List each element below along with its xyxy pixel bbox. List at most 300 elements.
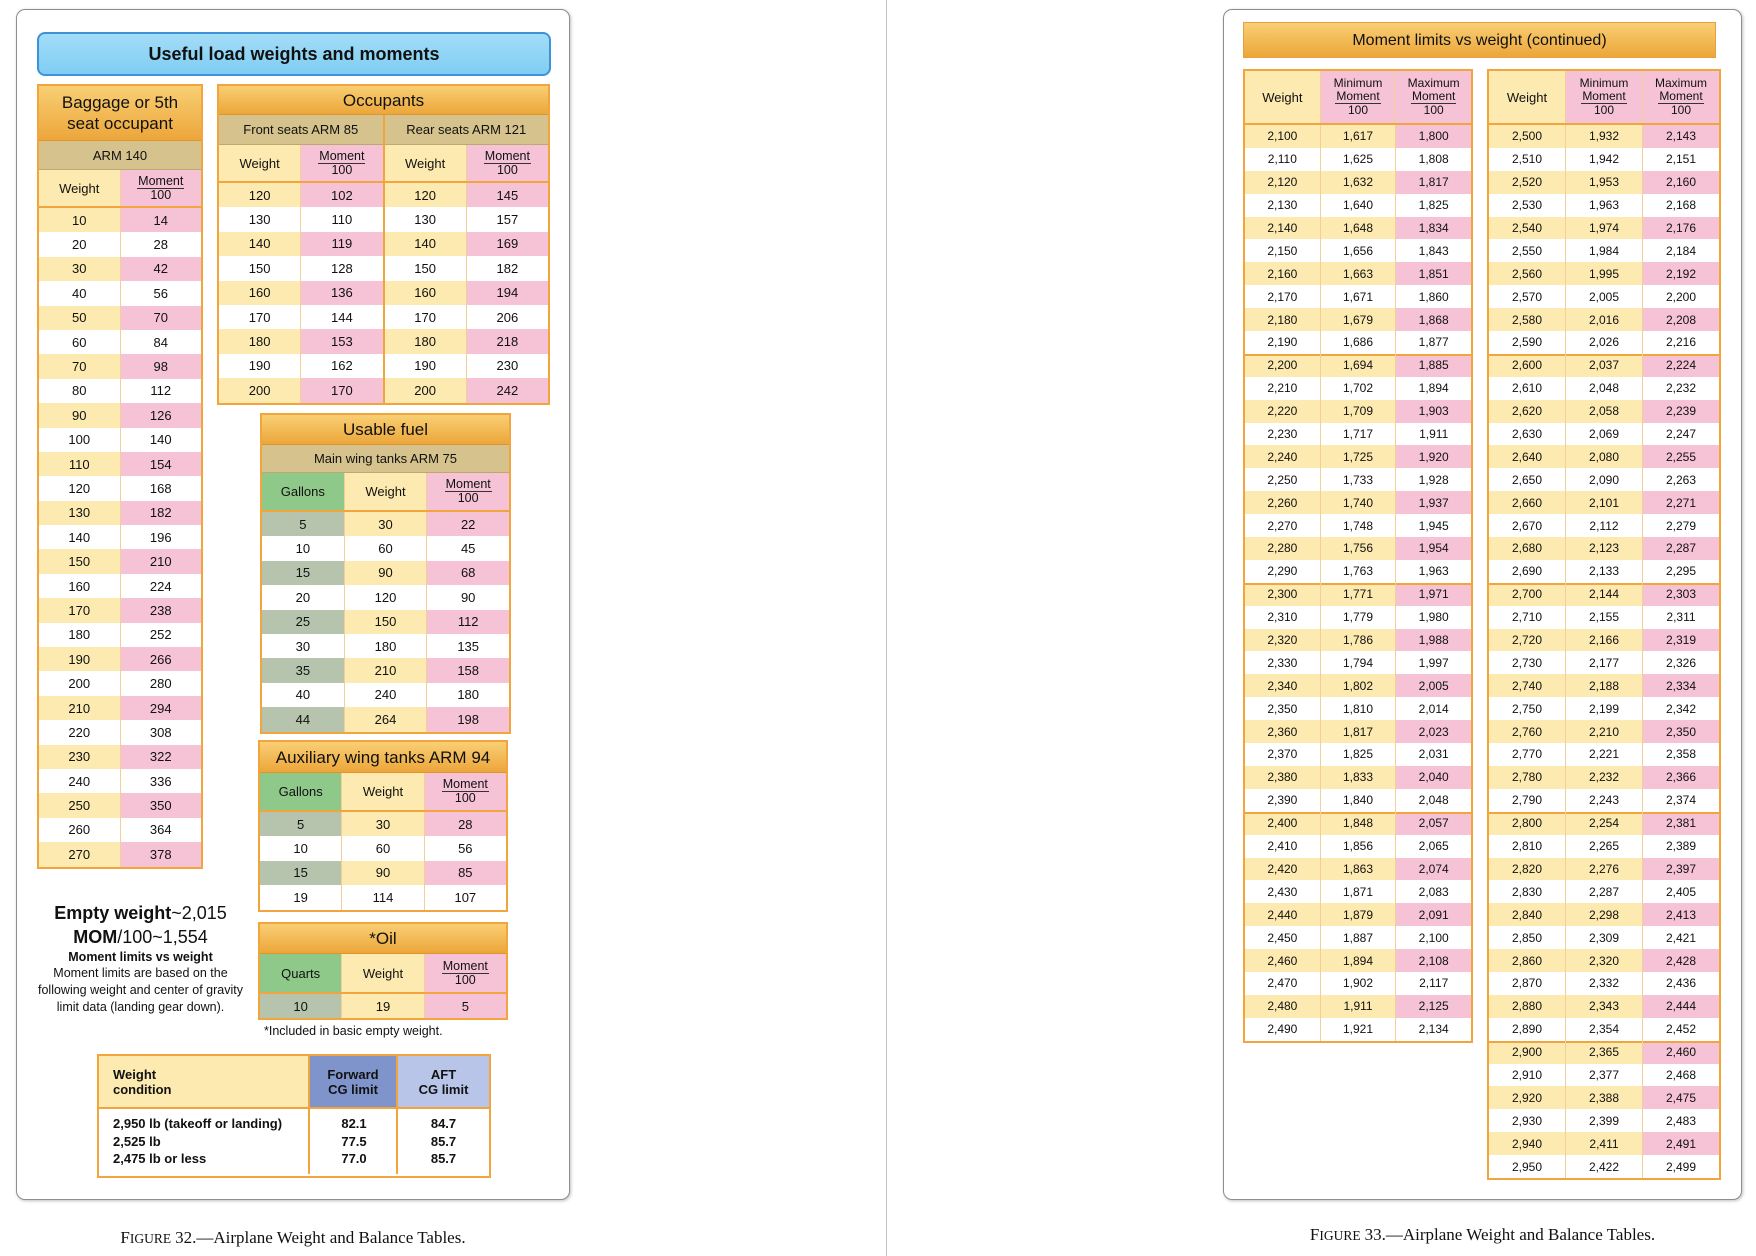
maximum-moment-cell: 2,143 xyxy=(1642,125,1719,148)
weight-cell: 100 xyxy=(68,432,91,448)
table-row xyxy=(1245,537,1471,560)
maximum-moment-cell: 2,389 xyxy=(1642,835,1719,858)
moment-cell: 45 xyxy=(426,536,509,560)
oil-footnote: *Included in basic empty weight. xyxy=(264,1024,443,1038)
moment-fraction xyxy=(137,175,184,202)
moment-limits-table-left xyxy=(1243,69,1473,1043)
minimum-moment-cell: 1,725 xyxy=(1320,445,1396,468)
minimum-moment-cell: 1,802 xyxy=(1320,674,1396,697)
table-row xyxy=(262,634,509,658)
moment-numerator: Moment xyxy=(442,777,488,791)
gallons-cell: 35 xyxy=(262,658,344,682)
table-row xyxy=(39,501,201,525)
maximum-moment-cell: 2,208 xyxy=(1642,308,1719,331)
minimum-moment-cell: 2,123 xyxy=(1565,537,1642,560)
weight-cell: 2,150 xyxy=(1267,243,1298,258)
minimum-moment-cell: 2,332 xyxy=(1565,972,1642,995)
weight-cell: 2,480 xyxy=(1245,995,1320,1018)
table-row xyxy=(1245,812,1471,835)
minimum-moment-cell: 1,656 xyxy=(1320,239,1396,262)
moment-cell: 194 xyxy=(466,281,548,305)
table-row xyxy=(1489,972,1719,995)
usable-fuel-header-row xyxy=(262,473,509,512)
weight-cell: 140 xyxy=(68,529,91,545)
weight-cell: 2,410 xyxy=(1267,839,1298,854)
moment-fraction xyxy=(1334,77,1383,117)
maximum-moment-cell: 1,988 xyxy=(1395,629,1471,652)
weight-cell: 260 xyxy=(68,822,91,838)
weight-cell: 2,520 xyxy=(1489,171,1565,194)
minimum-moment-cell: 1,702 xyxy=(1320,377,1396,400)
table-row xyxy=(1489,835,1719,858)
maximum-moment-cell: 2,065 xyxy=(1395,835,1471,858)
weight-cell: 90 xyxy=(341,861,423,885)
table-row xyxy=(1489,812,1719,835)
forward-cg-limit-header xyxy=(310,1056,398,1107)
minimum-label: Minimum xyxy=(1579,76,1629,90)
moment-header xyxy=(424,954,506,992)
minimum-moment-cell: 2,309 xyxy=(1565,926,1642,949)
table-row xyxy=(1245,194,1471,217)
minimum-moment-cell: 1,942 xyxy=(1565,148,1642,171)
header-line: Forward xyxy=(327,1066,379,1082)
table-row xyxy=(1489,354,1719,377)
table-row xyxy=(1489,537,1719,560)
moment-fraction xyxy=(442,960,489,987)
moment-limits-table-right xyxy=(1487,69,1721,1180)
header-line: Weight xyxy=(113,1066,157,1082)
moment-numerator: Moment xyxy=(1659,89,1703,103)
weight-cell: 140 xyxy=(385,232,466,256)
minimum-moment-cell: 2,210 xyxy=(1565,720,1642,743)
weight-header xyxy=(219,145,300,181)
gallons-cell: 10 xyxy=(293,841,308,857)
table-row xyxy=(262,561,509,585)
table-row xyxy=(219,281,383,305)
weight-cell: 210 xyxy=(344,658,427,682)
moment-numerator: Moment xyxy=(1582,89,1626,103)
moment-cell: 238 xyxy=(120,598,202,622)
weight-cell: 2,680 xyxy=(1489,537,1565,560)
caption-label: FIGURE xyxy=(120,1228,172,1247)
table-row xyxy=(262,512,509,536)
maximum-moment-cell: 2,436 xyxy=(1642,972,1719,995)
minimum-moment-cell: 1,771 xyxy=(1320,583,1396,606)
moment-denominator: 100 xyxy=(496,162,518,177)
minimum-moment-cell: 1,887 xyxy=(1320,926,1396,949)
weight-cell: 2,630 xyxy=(1511,427,1543,442)
header-line: CG limit xyxy=(418,1081,469,1097)
table-row xyxy=(1489,995,1719,1018)
weight-cell: 2,240 xyxy=(1245,445,1320,468)
auxiliary-tanks-title xyxy=(260,742,506,773)
minimum-moment-cell: 2,177 xyxy=(1565,651,1642,674)
auxiliary-tanks-table xyxy=(258,740,508,912)
table-row xyxy=(39,842,201,866)
moment-cell: 364 xyxy=(120,818,202,842)
moment-cell: 144 xyxy=(300,305,382,329)
moment-cell: 224 xyxy=(120,574,202,598)
cg-limits-body xyxy=(99,1109,489,1174)
maximum-moment-cell: 2,342 xyxy=(1642,697,1719,720)
minimum-moment-cell: 2,411 xyxy=(1565,1132,1642,1155)
minimum-moment-cell: 2,388 xyxy=(1565,1086,1642,1109)
weight-cell: 2,610 xyxy=(1511,381,1543,396)
main-wing-tanks-label-text: Main wing tanks ARM 75 xyxy=(313,451,458,466)
minimum-moment-cell: 1,748 xyxy=(1320,514,1396,537)
weight-cell: 2,210 xyxy=(1267,381,1298,396)
table-row xyxy=(39,818,201,842)
moment-cell: 135 xyxy=(426,634,509,658)
table-row xyxy=(260,861,506,885)
weight-cell: 2,230 xyxy=(1267,427,1298,442)
weight-header xyxy=(344,473,427,510)
minimum-moment-cell: 1,995 xyxy=(1565,262,1642,285)
maximum-moment-cell: 2,200 xyxy=(1642,285,1719,308)
weight-header-text: Weight xyxy=(239,155,280,171)
table-row xyxy=(1245,629,1471,652)
moment-cell: 84 xyxy=(120,330,202,354)
minimum-moment-cell: 1,856 xyxy=(1320,835,1396,858)
maximum-moment-cell: 2,295 xyxy=(1642,560,1719,583)
weight-cell: 2,600 xyxy=(1489,354,1565,377)
aft-cg-limit-header xyxy=(398,1056,489,1107)
table-row xyxy=(1489,262,1719,285)
moment-cell: 112 xyxy=(426,610,509,634)
minimum-moment-cell: 2,155 xyxy=(1565,606,1642,629)
table-row xyxy=(1489,903,1719,926)
weight-cell: 170 xyxy=(414,309,436,325)
table-row xyxy=(262,707,509,731)
usable-fuel-rows xyxy=(262,512,509,732)
gallons-cell: 19 xyxy=(293,889,308,905)
weight-cell: 2,440 xyxy=(1245,903,1320,926)
table-row xyxy=(1489,1155,1719,1178)
table-row xyxy=(39,257,201,281)
minimum-moment-cell: 1,833 xyxy=(1320,766,1396,789)
weight-cell: 2,320 xyxy=(1245,629,1320,652)
table-row xyxy=(1489,445,1719,468)
moment-limits-rows-right xyxy=(1489,125,1719,1178)
moment-fraction xyxy=(1408,77,1460,117)
maximum-moment-cell: 2,108 xyxy=(1395,949,1471,972)
weight-header xyxy=(39,170,120,206)
baggage-header-row xyxy=(39,170,201,208)
weight-cell: 2,710 xyxy=(1511,610,1543,625)
moment-cell: 70 xyxy=(120,306,202,330)
column-divider xyxy=(308,1109,310,1174)
table-row xyxy=(219,207,383,231)
oil-title xyxy=(260,924,506,954)
weight-cell: 2,200 xyxy=(1245,354,1320,377)
weight-header-text: Weight xyxy=(365,484,406,499)
weight-cell: 2,790 xyxy=(1511,793,1543,808)
table-row xyxy=(99,1115,489,1132)
maximum-moment-cell: 2,491 xyxy=(1642,1132,1719,1155)
weight-cell: 2,360 xyxy=(1245,720,1320,743)
maximum-moment-cell: 2,397 xyxy=(1642,858,1719,881)
moment-cell: 112 xyxy=(120,379,202,403)
table-row xyxy=(260,885,506,909)
maximum-moment-cell: 2,279 xyxy=(1642,514,1719,537)
table-row xyxy=(1489,651,1719,674)
minimum-moment-cell: 1,863 xyxy=(1320,858,1396,881)
minimum-moment-cell: 2,399 xyxy=(1565,1109,1642,1132)
weight-cell: 60 xyxy=(72,334,87,350)
maximum-moment-cell: 2,460 xyxy=(1642,1041,1719,1064)
weight-header xyxy=(385,145,466,181)
maximum-moment-cell: 2,216 xyxy=(1642,331,1719,354)
table-row xyxy=(1489,1018,1719,1041)
minimum-moment-cell: 1,648 xyxy=(1320,217,1396,240)
rear-seats-header-row xyxy=(385,145,549,183)
weight-cell: 2,290 xyxy=(1267,564,1298,579)
weight-cell: 2,580 xyxy=(1489,308,1565,331)
useful-load-title-text: Useful load weights and moments xyxy=(148,43,440,64)
table-row xyxy=(1489,514,1719,537)
maximum-moment-cell: 2,151 xyxy=(1642,148,1719,171)
weight-cell: 2,780 xyxy=(1489,766,1565,789)
table-row xyxy=(1489,697,1719,720)
gallons-header xyxy=(260,773,341,810)
table-row xyxy=(385,305,549,329)
gallons-header xyxy=(262,473,344,510)
table-row xyxy=(39,793,201,817)
weight-cell: 170 xyxy=(248,309,271,325)
minimum-moment-cell: 1,733 xyxy=(1320,468,1396,491)
weight-condition-cell: 2,525 lb xyxy=(113,1133,161,1149)
minimum-moment-cell: 2,320 xyxy=(1565,949,1642,972)
weight-cell: 2,340 xyxy=(1245,674,1320,697)
baggage-table xyxy=(37,84,203,869)
weight-cell: 2,540 xyxy=(1489,217,1565,240)
moment-header xyxy=(120,170,202,206)
aft-cg-limit-cell: 84.7 xyxy=(430,1116,457,1132)
table-row xyxy=(1245,606,1471,629)
table-row xyxy=(39,476,201,500)
moment-cell: 170 xyxy=(300,378,382,402)
moment-cell: 68 xyxy=(426,561,509,585)
usable-fuel-title-text: Usable fuel xyxy=(342,420,429,439)
cg-limits-header xyxy=(99,1056,489,1109)
weight-cell: 2,590 xyxy=(1511,335,1543,350)
maximum-moment-cell: 2,074 xyxy=(1395,858,1471,881)
moment-denominator: 100 xyxy=(1670,103,1691,117)
table-row xyxy=(262,536,509,560)
weight-cell: 2,390 xyxy=(1267,793,1298,808)
table-row xyxy=(1489,949,1719,972)
front-seats-label-text: Front seats ARM 85 xyxy=(243,122,359,137)
maximum-moment-cell: 2,319 xyxy=(1642,629,1719,652)
moment-denominator: 100 xyxy=(1423,103,1444,117)
moment-numerator: Moment xyxy=(445,477,491,491)
table-row xyxy=(1245,262,1471,285)
table-row xyxy=(1489,491,1719,514)
table-row xyxy=(1489,606,1719,629)
table-row xyxy=(1489,789,1719,812)
weight-cell: 2,720 xyxy=(1489,629,1565,652)
weight-cell: 160 xyxy=(385,281,466,305)
table-row xyxy=(1245,858,1471,881)
maximum-moment-cell: 2,232 xyxy=(1642,377,1719,400)
minimum-moment-cell: 2,365 xyxy=(1565,1041,1642,1064)
table-row xyxy=(1245,789,1471,812)
weight-cell: 130 xyxy=(39,501,120,525)
weight-cell: 2,110 xyxy=(1267,152,1297,167)
maximum-moment-cell: 1,894 xyxy=(1395,377,1471,400)
moment-cell: 28 xyxy=(120,232,202,256)
moment-cell: 196 xyxy=(120,525,202,549)
weight-cell: 2,640 xyxy=(1489,445,1565,468)
weight-cell: 230 xyxy=(39,745,120,769)
weight-cell: 2,310 xyxy=(1267,610,1298,625)
table-row xyxy=(1489,423,1719,446)
minimum-moment-cell: 1,779 xyxy=(1320,606,1396,629)
gallons-cell: 40 xyxy=(295,687,311,703)
maximum-moment-cell: 1,963 xyxy=(1395,560,1471,583)
maximum-moment-cell: 2,117 xyxy=(1395,972,1471,995)
maximum-moment-cell: 1,825 xyxy=(1395,194,1471,217)
weight-cell: 2,860 xyxy=(1489,949,1565,972)
moment-cell: 136 xyxy=(300,281,382,305)
weight-cell: 130 xyxy=(414,212,436,228)
table-row xyxy=(1245,697,1471,720)
minimum-moment-cell: 1,810 xyxy=(1320,697,1396,720)
front-seats-label xyxy=(219,115,383,145)
minimum-moment-cell: 2,343 xyxy=(1565,995,1642,1018)
maximum-moment-cell: 2,374 xyxy=(1642,789,1719,812)
maximum-moment-cell: 2,192 xyxy=(1642,262,1719,285)
weight-cell: 200 xyxy=(385,378,466,402)
weight-cell: 140 xyxy=(219,232,300,256)
weight-cell: 2,660 xyxy=(1489,491,1565,514)
weight-cell: 2,300 xyxy=(1245,583,1320,606)
maximum-moment-cell: 2,326 xyxy=(1642,651,1719,674)
weight-cell: 2,800 xyxy=(1489,812,1565,835)
moment-cell: 126 xyxy=(120,403,202,427)
weight-cell: 2,400 xyxy=(1245,812,1320,835)
table-row xyxy=(1245,949,1471,972)
minimum-moment-cell: 1,640 xyxy=(1320,194,1396,217)
maximum-moment-cell: 1,945 xyxy=(1395,514,1471,537)
table-row xyxy=(1489,926,1719,949)
moment-cell: 230 xyxy=(466,354,548,378)
maximum-moment-cell: 2,381 xyxy=(1642,812,1719,835)
weight-cell: 2,890 xyxy=(1511,1022,1543,1037)
empty-weight-label: Empty weight xyxy=(54,903,172,923)
table-row xyxy=(385,354,549,378)
table-row xyxy=(1245,423,1471,446)
moment-limits-rows-left xyxy=(1245,125,1471,1041)
moment-limits-heading: Moment limits vs weight xyxy=(68,950,213,964)
minimum-moment-header xyxy=(1565,71,1642,123)
maximum-moment-cell: 1,997 xyxy=(1395,651,1471,674)
moment-limits-note: Moment limits are based on the following weight and center of gravity limit data (landing gear down). xyxy=(38,966,243,1014)
minimum-moment-cell: 2,080 xyxy=(1565,445,1642,468)
weight-cell: 2,850 xyxy=(1511,930,1543,945)
table-row xyxy=(1245,903,1471,926)
maximum-label: Maximum xyxy=(1654,76,1707,90)
weight-cell: 2,100 xyxy=(1245,125,1320,148)
occupants-title-text: Occupants xyxy=(342,90,425,110)
oil-table xyxy=(258,922,508,1020)
minimum-moment-header xyxy=(1320,71,1396,123)
maximum-moment-cell: 2,168 xyxy=(1642,194,1719,217)
table-row xyxy=(1245,148,1471,171)
maximum-moment-cell: 2,160 xyxy=(1642,171,1719,194)
maximum-moment-cell: 2,255 xyxy=(1642,445,1719,468)
weight-cell: 120 xyxy=(219,183,300,207)
table-row xyxy=(39,598,201,622)
minimum-moment-cell: 1,984 xyxy=(1565,239,1642,262)
rear-seats-label-text: Rear seats ARM 121 xyxy=(406,122,527,137)
minimum-moment-cell: 2,069 xyxy=(1565,423,1642,446)
moment-cell: 56 xyxy=(120,281,202,305)
weight-cell: 2,490 xyxy=(1267,1022,1298,1037)
moment-cell: 107 xyxy=(424,885,506,909)
weight-cell: 2,380 xyxy=(1245,766,1320,789)
header-line: CG limit xyxy=(328,1081,378,1097)
table-row xyxy=(1489,217,1719,240)
minimum-moment-cell: 1,671 xyxy=(1320,285,1396,308)
table-row xyxy=(1245,972,1471,995)
table-row xyxy=(1489,1041,1719,1064)
table-row xyxy=(260,812,506,836)
moment-cell: 119 xyxy=(300,232,382,256)
weight-header xyxy=(1489,71,1565,123)
table-row xyxy=(385,281,549,305)
table-row xyxy=(1489,560,1719,583)
front-seats-rows xyxy=(219,183,383,403)
forward-cg-limit-cell: 77.5 xyxy=(341,1133,367,1149)
table-row xyxy=(39,452,201,476)
table-row xyxy=(1245,400,1471,423)
forward-cg-limit-cell: 77.0 xyxy=(341,1150,367,1166)
weight-cell: 2,190 xyxy=(1267,335,1298,350)
minimum-moment-cell: 2,090 xyxy=(1565,468,1642,491)
moment-denominator: 100 xyxy=(1593,103,1614,117)
moment-cell: 242 xyxy=(466,378,548,402)
weight-header-text: Weight xyxy=(1262,89,1303,105)
weight-cell: 30 xyxy=(39,257,120,281)
weight-cell: 2,700 xyxy=(1489,583,1565,606)
table-row xyxy=(39,403,201,427)
table-row xyxy=(1245,239,1471,262)
minimum-moment-cell: 2,037 xyxy=(1565,354,1642,377)
minimum-moment-cell: 2,221 xyxy=(1565,743,1642,766)
table-row xyxy=(385,256,549,280)
minimum-moment-cell: 2,354 xyxy=(1565,1018,1642,1041)
weight-cell: 2,430 xyxy=(1267,884,1298,899)
moment-denominator: 100 xyxy=(150,187,172,202)
table-row xyxy=(1245,354,1471,377)
table-row xyxy=(219,378,383,402)
auxiliary-tanks-title-text: Auxiliary wing tanks ARM 94 xyxy=(275,747,491,767)
moment-cell: 378 xyxy=(120,842,202,866)
minimum-moment-cell: 2,243 xyxy=(1565,789,1642,812)
maximum-moment-cell: 1,877 xyxy=(1395,331,1471,354)
moment-cell: 56 xyxy=(424,836,506,860)
auxiliary-rows xyxy=(260,812,506,910)
moment-cell: 180 xyxy=(426,683,509,707)
moment-cell: 280 xyxy=(120,671,202,695)
gallons-cell: 10 xyxy=(295,541,311,557)
moment-cell: 294 xyxy=(120,696,202,720)
weight-cell: 160 xyxy=(68,578,91,594)
weight-cell: 150 xyxy=(344,610,427,634)
table-row xyxy=(1245,445,1471,468)
minimum-moment-cell: 1,632 xyxy=(1320,171,1396,194)
